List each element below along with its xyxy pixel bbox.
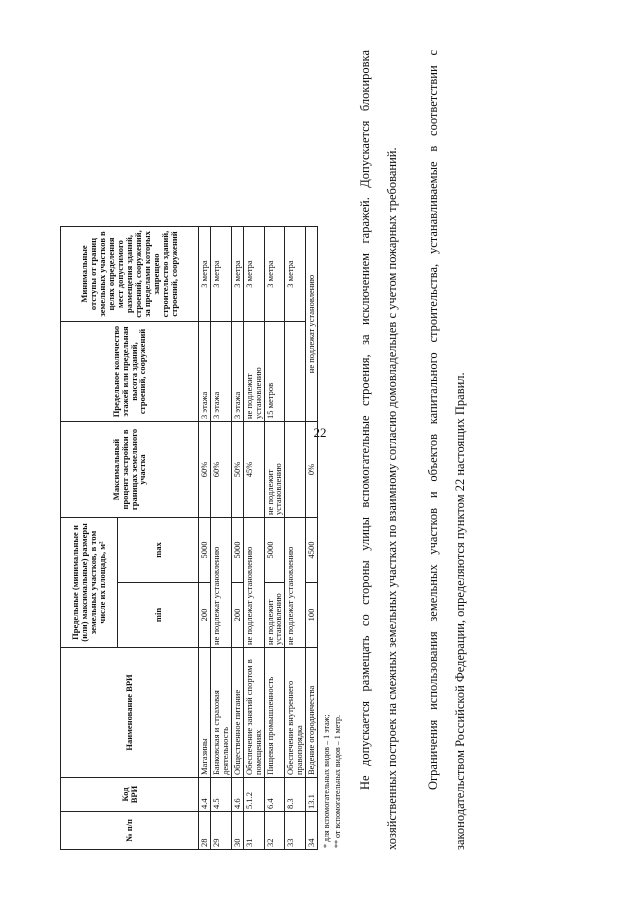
cell-coverage: 60% [199, 422, 211, 518]
cell-coverage: не подлежит установлению [264, 422, 285, 518]
cell-name: Обеспечение внутреннего правопорядка [285, 648, 306, 778]
table-row [243, 227, 264, 850]
cell-min: 200 [231, 583, 243, 648]
cell-num: 30 [231, 812, 243, 850]
cell-num: 33 [285, 812, 306, 850]
rotated-content [60, 50, 620, 850]
cell-num: 29 [210, 812, 231, 850]
cell-floors [285, 322, 306, 422]
cell-minmax: не подлежат установлению [285, 518, 306, 648]
cell-code: 4.6 [231, 778, 243, 812]
footnote-floors: * для вспомогательных видов – 1 этаж; [322, 714, 332, 848]
header-name: Наименование ВРИ [61, 648, 199, 778]
header-max: max [118, 518, 199, 583]
cell-num: 28 [199, 812, 211, 850]
footnotes [321, 50, 343, 848]
cell-name: Пищевая промышленность [264, 648, 285, 778]
header-num: № п/п [61, 812, 199, 850]
header-min: min [118, 583, 199, 648]
cell-coverage: 45% [243, 422, 264, 518]
cell-setback: 3 метра [285, 227, 306, 322]
cell-name: Банковская и страховая деятельность [210, 648, 231, 778]
cell-floors: 3 этажа [210, 322, 231, 422]
cell-floors: не подлежит установлению [243, 322, 264, 422]
cell-coverage: 60% [210, 422, 231, 518]
cell-name: Общественное питание [231, 648, 243, 778]
cell-name: Обеспечение занятий спортом в помещениях [243, 648, 264, 778]
cell-setback: 3 метра [264, 227, 285, 322]
cell-name: Ведение огородничества [306, 648, 318, 778]
header-code: Код ВРИ [61, 778, 199, 812]
cell-max: 5000 [199, 518, 211, 583]
cell-floors: 15 метров [264, 322, 285, 422]
footnote-setback: ** от вспомогательных видов – 1 метр. [333, 715, 343, 848]
table-row [210, 227, 231, 850]
header-coverage: Максимальный процент застройки в границах земельного участка [61, 422, 199, 518]
cell-floors: 3 этажа [231, 322, 243, 422]
table-row [306, 227, 318, 850]
cell-setback: 3 метра [210, 227, 231, 322]
cell-code: 5.1.2 [243, 778, 264, 812]
cell-minmax: не подлежат установлению [243, 518, 264, 648]
paragraph-outbuildings: Не допускается размещать со стороны улицы вспомогательные строения, за исключением гаражей. Допускается блокировка хозяйственных построек на смежных земельных участках по взаимному согласию домовладельцев с учетом пожарных требований. [357, 50, 399, 850]
cell-setback: 3 метра [231, 227, 243, 322]
header-size-group: Предельные (минимальные и (или) максимальные) размеры земельных участков, в том числе их площадь, м² [61, 518, 118, 648]
cell-coverage: 0% [306, 422, 318, 518]
cell-floors-setback: не подлежат установлению [306, 227, 318, 422]
cell-code: 8.3 [285, 778, 306, 812]
cell-max: 5000 [264, 518, 285, 583]
header-floors: Предельное количество этажей или предельная высота зданий, строений, сооружений [61, 322, 199, 422]
header-setback: Минимальные отступы от границ земельных участков в целях определения мест допустимого размещения зданий, строений, сооружений, за пределами которых запрещено строительство зданий, строений, сооружений [61, 227, 199, 322]
cell-code: 13.1 [306, 778, 318, 812]
cell-num: 34 [306, 812, 318, 850]
cell-minmax: не подлежат установлению [210, 518, 231, 648]
zoning-table [60, 226, 318, 850]
table-header-row [61, 227, 118, 850]
cell-num: 32 [264, 812, 285, 850]
cell-min: не подлежит установлению [264, 583, 285, 648]
cell-code: 4.4 [199, 778, 211, 812]
cell-min: 100 [306, 583, 318, 648]
table-row [231, 227, 243, 850]
cell-setback: 3 метра [199, 227, 211, 322]
cell-num: 31 [243, 812, 264, 850]
table-row [285, 227, 306, 850]
paragraph-restrictions: Ограничения использования земельных участков и объектов капитального строительства, устанавливаемые в соответствии с законодательством Российской Федерации, определяются пунктом 22 настоящих Правил. [425, 50, 467, 850]
cell-max: 5000 [231, 518, 243, 583]
cell-name: Магазины [199, 648, 211, 778]
table-row [199, 227, 211, 850]
cell-floors: 3 этажа [199, 322, 211, 422]
cell-code: 6.4 [264, 778, 285, 812]
cell-max: 4500 [306, 518, 318, 583]
table-row [264, 227, 285, 850]
cell-min: 200 [199, 583, 211, 648]
cell-coverage: 50% [231, 422, 243, 518]
page-number: 22 [313, 425, 327, 440]
cell-code: 4.5 [210, 778, 231, 812]
cell-coverage [285, 422, 306, 518]
cell-setback: 3 метра [243, 227, 264, 322]
